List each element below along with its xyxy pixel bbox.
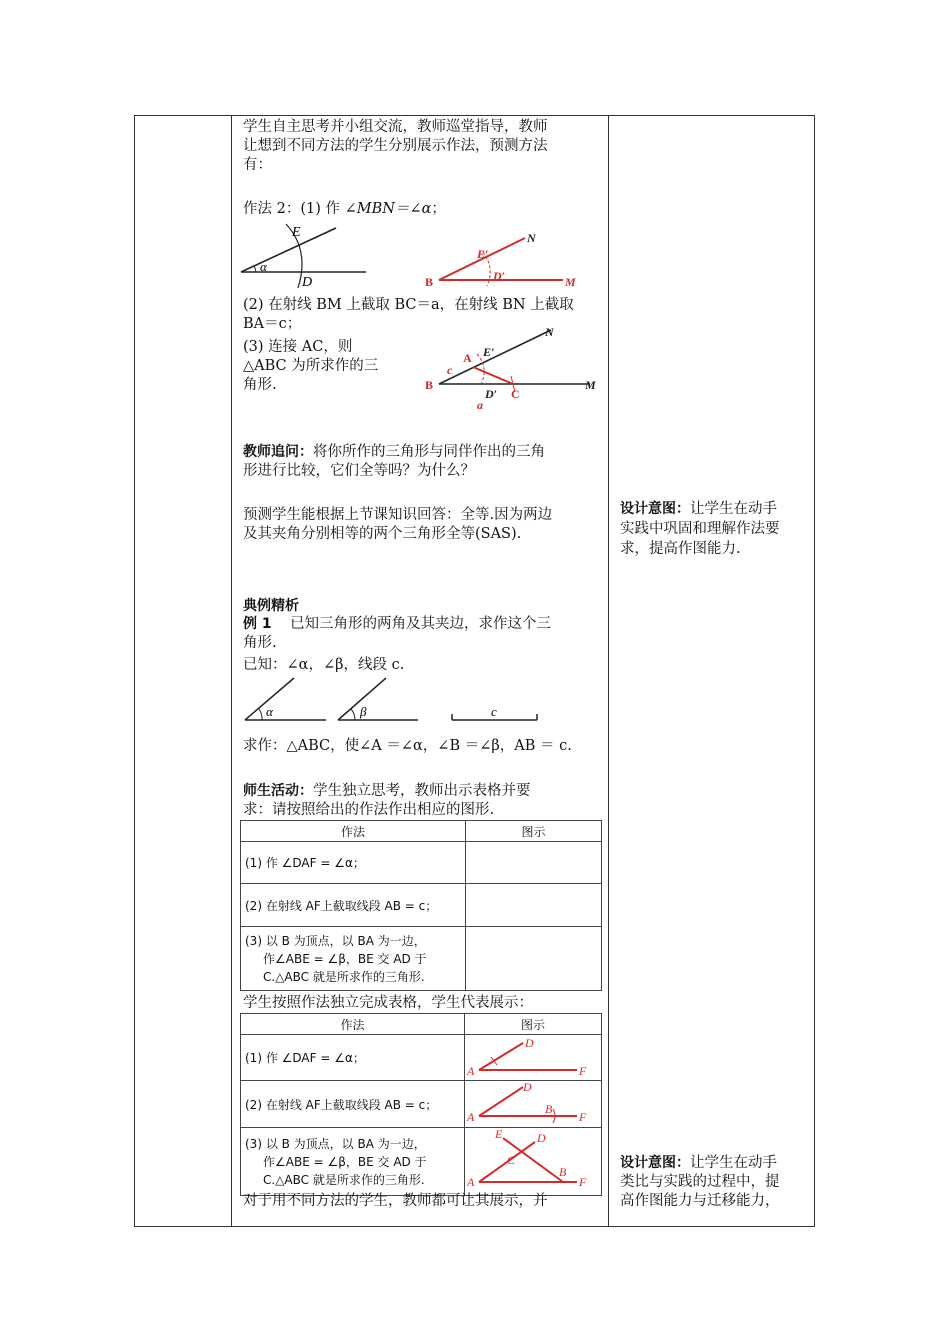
label-a: a <box>477 398 483 412</box>
fig3-E: E <box>495 1128 503 1141</box>
design-note-1-text: 让学生在动手 <box>690 501 777 517</box>
followup-line-1 <box>243 443 545 463</box>
activity-text: 学生独立思考，教师出示表格并要 <box>313 783 531 799</box>
step3-line-2: △ABC 为所求作的三 <box>243 358 379 374</box>
filled-row-3-line-3: C.△ABC 就是所求作的三角形. <box>263 1172 425 1187</box>
row-3-line-1: (3) 以 B 为顶点，以 BA 为一边， <box>245 933 426 948</box>
fig3-D: D <box>537 1131 546 1145</box>
angle-mbn-figure <box>425 228 585 292</box>
step3-line-1: (3) 连接 AC，则 <box>243 339 353 355</box>
given-angles-figure <box>240 674 550 724</box>
fig2-D: D <box>523 1081 532 1094</box>
design-note-2-text: 让学生在动手 <box>690 1155 777 1171</box>
design-note-2-label: 设计意图： <box>620 1155 690 1171</box>
triangle-abc-figure <box>425 326 600 414</box>
step2-line-1: (2) 在射线 BM 上截取 BC＝a，在射线 BN 上截取 <box>243 297 574 313</box>
design-note-1-line-1 <box>620 500 777 520</box>
label-M-2: M <box>585 378 596 392</box>
fig2-F: F <box>579 1110 587 1124</box>
example-line-2: 角形. <box>243 635 277 651</box>
filled-method-table <box>240 1013 602 1196</box>
design-note-1-line-3: 求，提高作图能力. <box>620 541 741 557</box>
fig2-A: A <box>467 1110 475 1124</box>
filled-row-3-line-1: (3) 以 B 为顶点，以 BA 为一边， <box>245 1136 426 1151</box>
filled-row-3-figure <box>465 1128 602 1196</box>
header-figure: 图示 <box>466 821 602 842</box>
label-N: N <box>527 231 536 245</box>
empty-method-table <box>240 820 602 991</box>
fig2-B: B <box>545 1102 553 1116</box>
label-A: A <box>463 351 472 365</box>
fig3-C: C <box>507 1153 516 1167</box>
predict-line-1: 预测学生能根据上节课知识回答：全等.因为两边 <box>243 507 553 523</box>
fig3-B: B <box>559 1165 567 1179</box>
activity-line-1 <box>243 782 531 802</box>
header-method: 作法 <box>241 821 466 842</box>
followup-text: 将你所作的三角形与同伴作出的三角 <box>313 444 545 460</box>
design-note-2-line-2: 类比与实践的过程中，提 <box>620 1174 780 1190</box>
filled-row-2-figure <box>465 1081 602 1128</box>
fig1-A: A <box>467 1064 475 1077</box>
given-beta: β <box>360 704 367 719</box>
given-c: c <box>491 704 497 719</box>
fig3-F: F <box>579 1175 587 1189</box>
intro-line-3: 有： <box>243 157 272 173</box>
filled-row-2-method: (2) 在射线 AF上截取线段 AB = c； <box>241 1081 465 1128</box>
label-B-2: B <box>425 378 434 392</box>
label-c: c <box>447 363 453 377</box>
label-B: B <box>425 275 434 289</box>
followup-label: 教师追问： <box>243 444 313 460</box>
label-N-2: N <box>545 326 554 339</box>
followup-line-2: 形进行比较，它们全等吗？为什么？ <box>243 463 475 479</box>
step2-line-2: BA＝c； <box>243 316 302 332</box>
example-label: 例 1 <box>243 616 272 632</box>
label-C: C <box>511 387 520 401</box>
row-3-line-3: C.△ABC 就是所求作的三角形. <box>263 969 425 984</box>
design-note-2-line-3: 高作图能力与迁移能力， <box>620 1193 780 1209</box>
label-M: M <box>565 275 576 289</box>
column-divider-1 <box>231 116 232 1226</box>
figure-segment-ab <box>465 1081 601 1124</box>
label-alpha: α <box>260 259 267 274</box>
activity-label: 师生活动： <box>243 783 313 799</box>
label-D-prime-2: D′ <box>485 387 498 401</box>
row-2-method: (2) 在射线 AF上截取线段 AB = c； <box>241 884 466 927</box>
fig1-F: F <box>579 1064 587 1077</box>
method2-prefix: 作法 2：(1) 作 <box>243 201 340 217</box>
design-note-1-label: 设计意图： <box>620 501 690 517</box>
label-D: D <box>302 275 313 290</box>
filled-row-3-line-2: 作∠ABE = ∠β，BE 交 AD 于 <box>263 1154 427 1169</box>
predict-line-2: 及其夹角分别相等的两个三角形全等(SAS). <box>243 526 522 542</box>
row-1-figure[interactable] <box>466 842 602 884</box>
fig3-A: A <box>467 1175 475 1189</box>
figure-triangle-abc <box>465 1128 601 1192</box>
example-title: 典例精析 <box>243 598 299 614</box>
example-line-1 <box>243 615 551 635</box>
angle-alpha-arc-figure <box>238 222 370 290</box>
row-1-method: (1) 作 ∠DAF = ∠α； <box>241 842 466 884</box>
example-text: 已知三角形的两角及其夹边，求作这个三 <box>290 616 552 632</box>
intro-line-2: 让想到不同方法的学生分别展示作法，预测方法 <box>243 138 548 154</box>
label-D-prime: D′ <box>493 269 506 283</box>
header-method-2: 作法 <box>241 1014 465 1035</box>
filled-row-3-method <box>241 1128 465 1196</box>
activity-line-2: 求：请按照给出的作法作出相应的图形. <box>243 802 495 818</box>
row-3-method <box>241 927 466 991</box>
figure-angle-daf <box>465 1035 601 1077</box>
given-alpha: α <box>266 704 273 719</box>
header-figure-2: 图示 <box>465 1014 602 1035</box>
filled-row-1-figure <box>465 1035 602 1081</box>
students-line: 学生按照作法独立完成表格，学生代表展示： <box>243 995 533 1011</box>
find-line: 求作：△ABC，使∠A ＝∠α，∠B ＝∠β，AB ＝ c. <box>243 738 572 754</box>
method2-heading <box>243 200 446 220</box>
row-3-figure[interactable] <box>466 927 602 991</box>
filled-row-1-method: (1) 作 ∠DAF = ∠α； <box>241 1035 465 1081</box>
label-E-prime: E′ <box>477 247 489 261</box>
last-line: 对于用不同方法的学生，教师都可让其展示，并 <box>243 1193 548 1209</box>
fig1-D: D <box>525 1036 534 1050</box>
label-E: E <box>292 225 301 240</box>
method2-angle: ∠MBN＝∠α <box>344 201 432 217</box>
label-E-prime-2: E′ <box>483 345 495 359</box>
row-2-figure[interactable] <box>466 884 602 927</box>
given-line: 已知：∠α，∠β，线段 c. <box>243 657 405 673</box>
row-3-line-2: 作∠ABE = ∠β，BE 交 AD 于 <box>263 951 427 966</box>
step3-line-3: 角形. <box>243 377 277 393</box>
column-divider-2 <box>608 116 609 1226</box>
design-note-1-line-2: 实践中巩固和理解作法要 <box>620 521 780 537</box>
design-note-2-line-1 <box>620 1154 777 1174</box>
method2-end: ； <box>431 201 446 217</box>
intro-line-1: 学生自主思考并小组交流，教师巡堂指导，教师 <box>243 119 548 135</box>
